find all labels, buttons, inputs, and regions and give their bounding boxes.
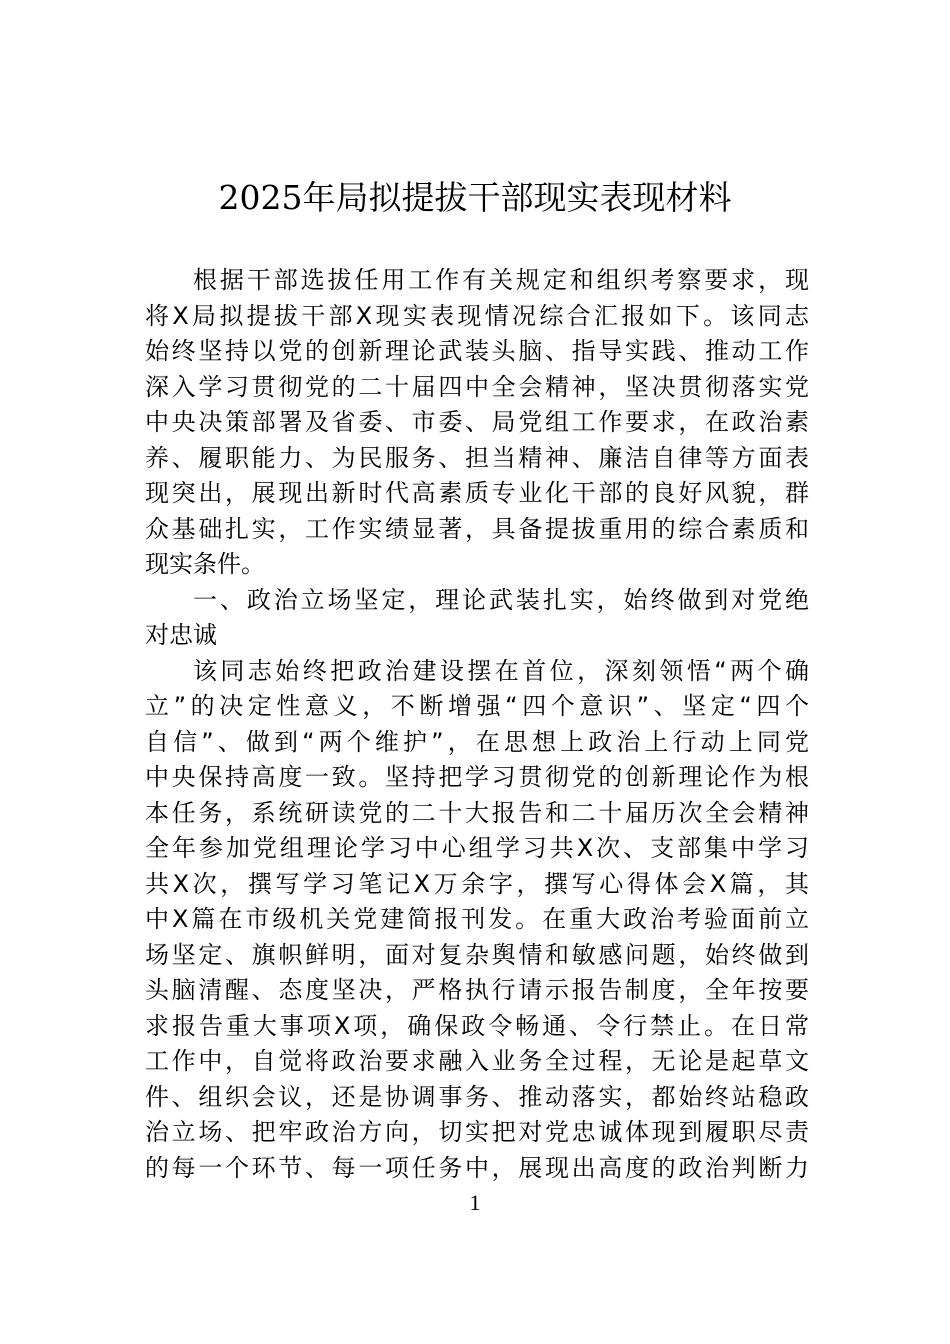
text-line: 头脑清醒、态度坚决，严格执行请示报告制度，全年按要 [145,976,809,1004]
text-line: 现实条件。 [145,550,265,578]
text-line: 治立场、把牢政治方向，切实把对党忠诚体现到履职尽责 [145,1118,809,1146]
section-heading-1 [145,583,809,654]
text-line: 件、组织会议，还是协调事务、推动落实，都始终站稳政 [145,1082,809,1111]
text-line: 中央保持高度一致。坚持把学习贯彻党的创新理论作为根 [145,763,809,791]
text-line: 自信”、做到“两个维护”，在思想上政治上行动上同党 [145,727,809,756]
text-line: 现突出，展现出新时代高素质专业化干部的良好风貌，群 [145,479,809,507]
text-line: 中央决策部署及省委、市委、局党组工作要求，在政治素 [145,408,809,436]
text-line: 养、履职能力、为民服务、担当精神、廉洁自律等方面表 [145,443,809,472]
text-line: 一、政治立场坚定，理论武装扎实，始终做到对党绝 [193,585,809,614]
document-title: 2025年局拟提拔干部现实表现材料 [218,178,732,217]
text-line: 的每一个环节、每一项任务中，展现出高度的政治判断力 [145,1153,809,1182]
document-body [145,263,809,1186]
text-line: 全年参加党组理论学习中心组学习共X次、支部集中学习 [145,834,809,862]
text-line: 工作中，自觉将政治要求融入业务全过程，无论是起草文 [145,1047,809,1075]
paragraph-intro [145,263,809,583]
text-line: 对忠诚 [145,621,217,649]
text-line: 将X局拟提拔干部X现实表现情况综合汇报如下。该同志 [145,301,809,330]
text-line: 众基础扎实，工作实绩显著，具备提拔重用的综合素质和 [145,514,809,543]
text-line: 求报告重大事项X项，确保政令畅通、令行禁止。在日常 [145,1011,809,1040]
text-line: 根据干部选拔任用工作有关规定和组织考察要求，现 [193,266,809,294]
text-line: 本任务，系统研读党的二十大报告和二十届历次全会精神 [145,798,809,827]
page-number: 1 [469,1190,481,1215]
text-line: 共X次，撰写学习笔记X万余字，撰写心得体会X篇，其 [145,869,809,898]
text-line: 中X篇在市级机关党建简报刊发。在重大政治考验面前立 [145,905,809,933]
text-line: 立”的决定性意义，不断增强“四个意识”、坚定“四个 [145,692,809,720]
text-line: 始终坚持以党的创新理论武装头脑、指导实践、推动工作 [145,337,809,365]
text-line: 场坚定、旗帜鲜明，面对复杂舆情和敏感问题，始终做到 [145,940,809,969]
paragraph-section-1 [145,654,809,1187]
text-line: 深入学习贯彻党的二十届四中全会精神，坚决贯彻落实党 [145,372,809,401]
text-line: 该同志始终把政治建设摆在首位，深刻领悟“两个确 [193,656,809,685]
